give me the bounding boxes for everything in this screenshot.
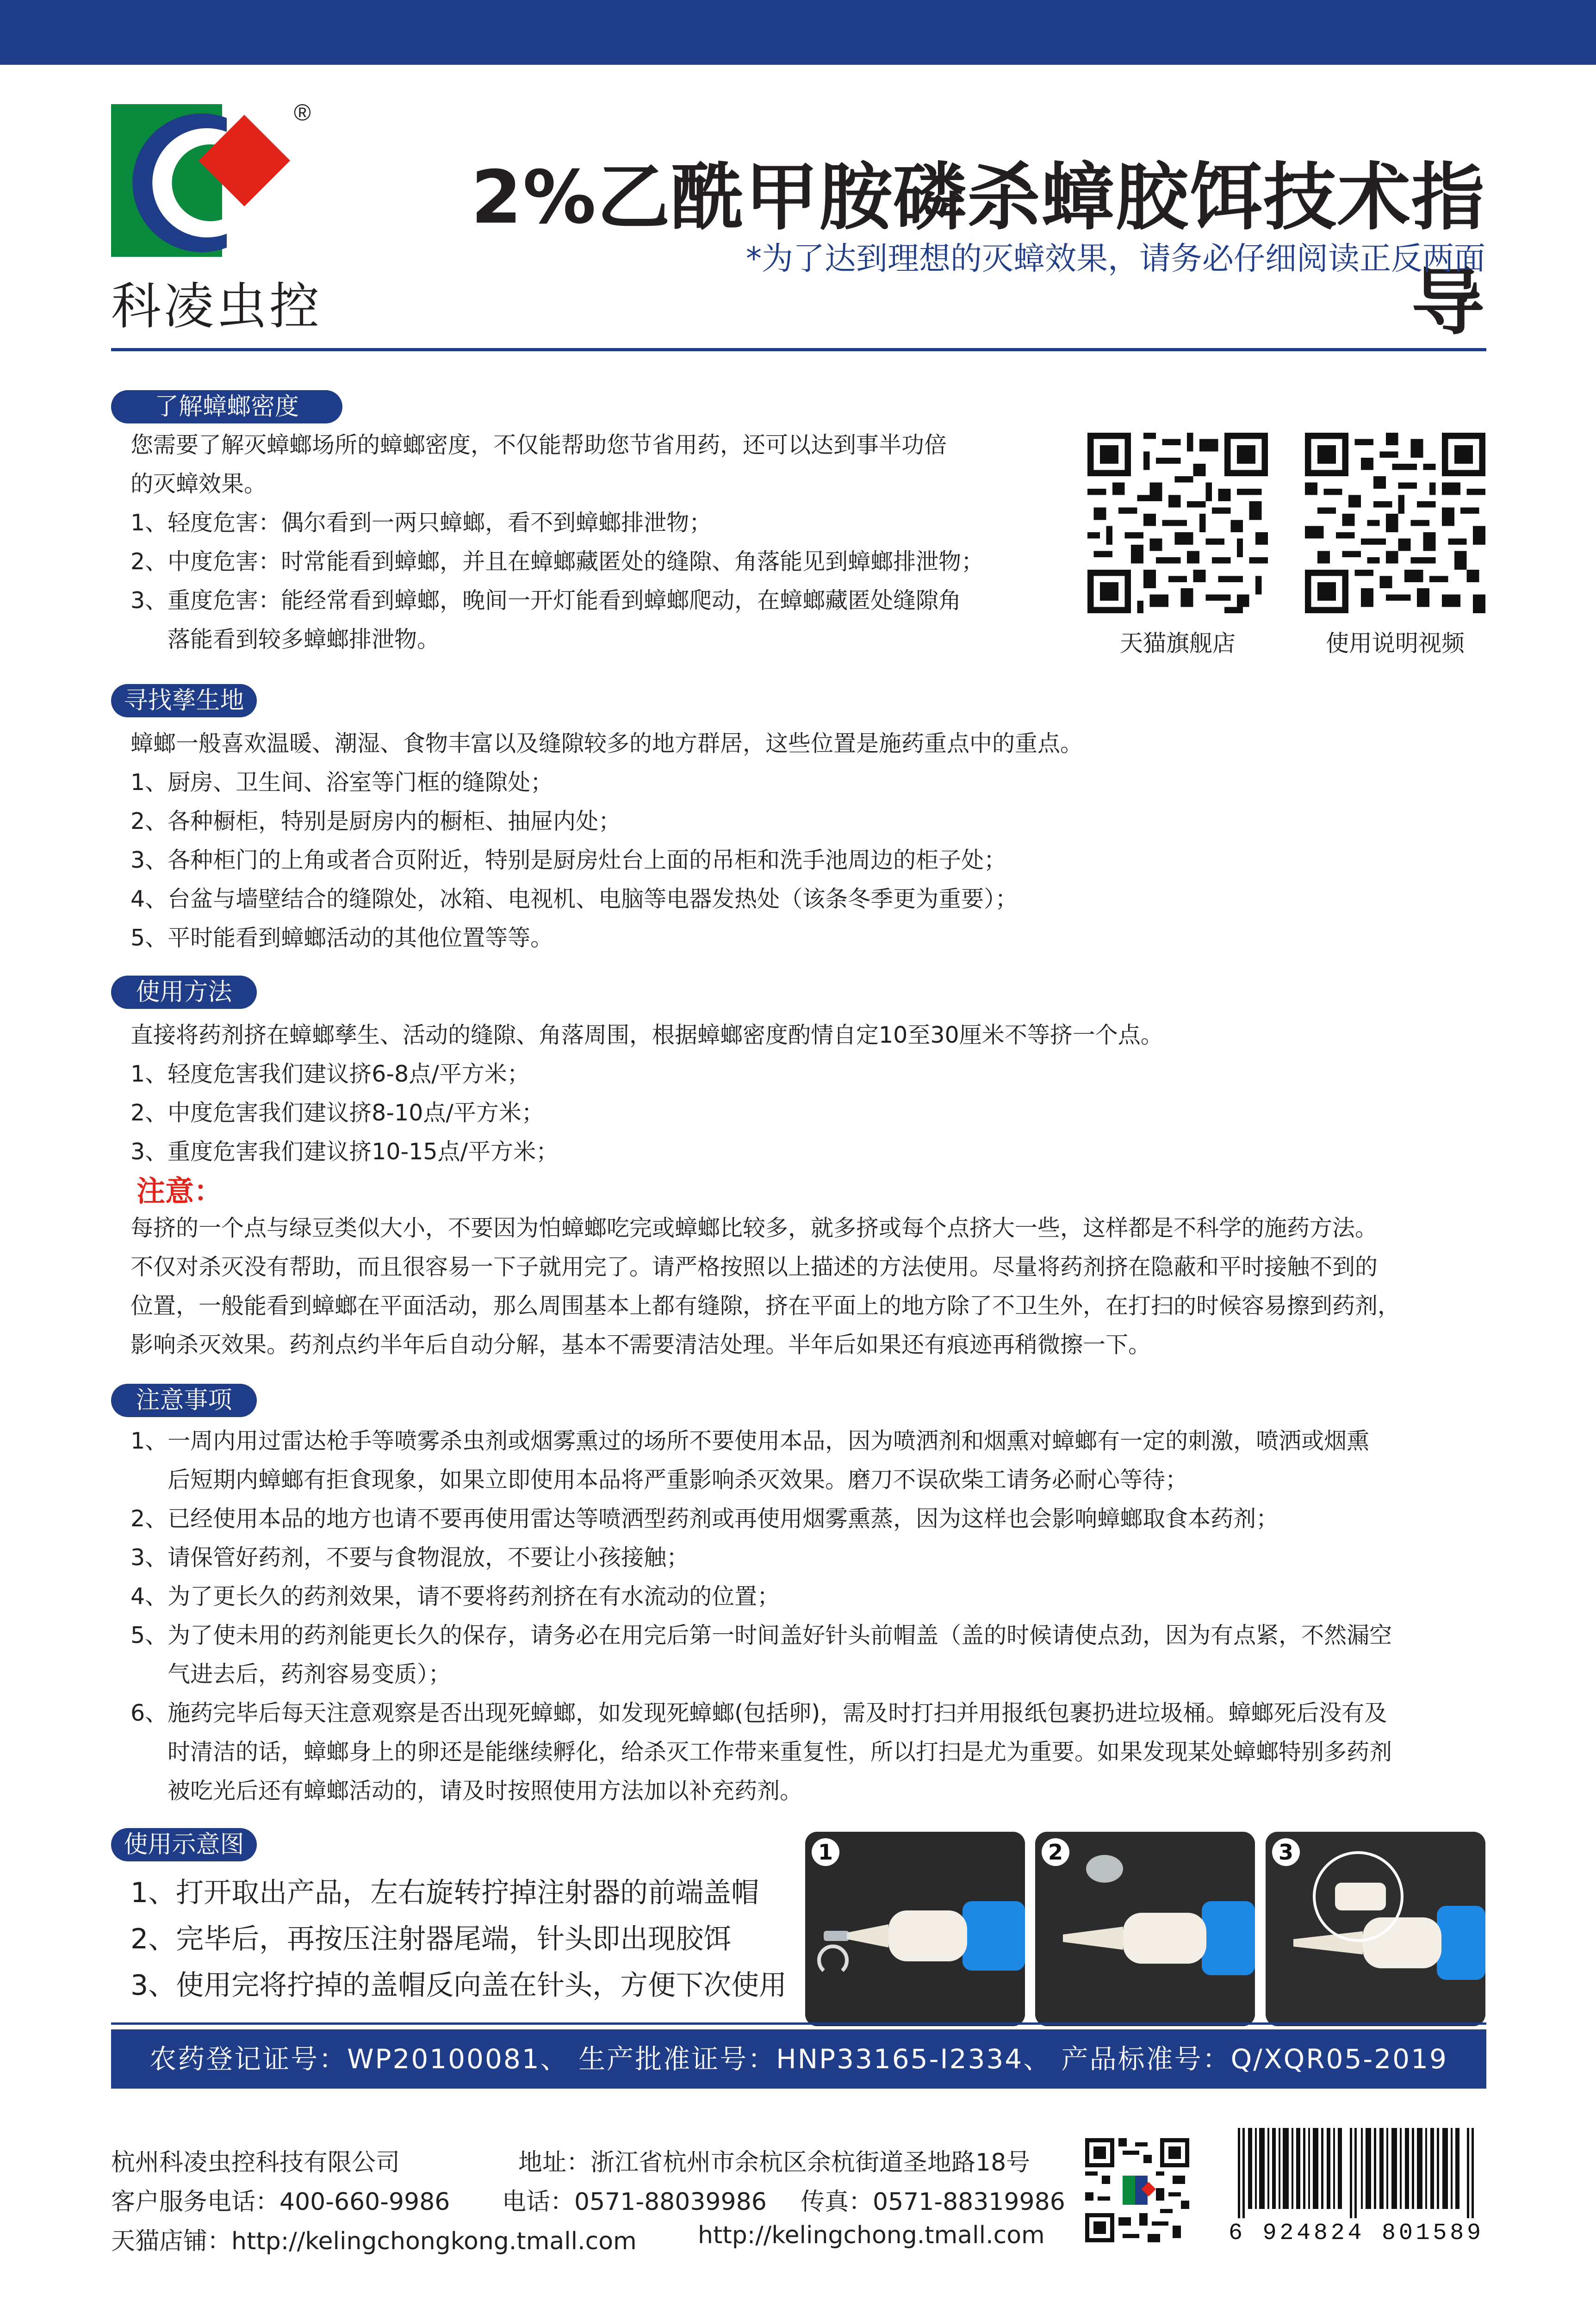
note-title: 注意： [137, 1174, 223, 1208]
text-line: 3、重度危害我们建议挤10-15点/平方米； [130, 1138, 559, 1165]
syringe-press-icon [1035, 1832, 1255, 2026]
density-text [130, 426, 984, 659]
service-phone: 客户服务电话：400-660-9986 [111, 2188, 450, 2216]
phone: 电话：0571-88039986 [502, 2188, 767, 2216]
text-line: 蟑螂一般喜欢温暖、潮湿、食物丰富以及缝隙较多的地方群居，这些位置是施药重点中的重点。 [130, 730, 1083, 757]
step-number-badge: 3 [1272, 1838, 1300, 1866]
step-photo-2 [1035, 1832, 1255, 2026]
syringe-cap-back-icon [1266, 1832, 1485, 2026]
text-line: 2、各种橱柜，特别是厨房内的橱柜、抽屉内处； [130, 808, 621, 834]
video-qr-code[interactable] [1305, 433, 1485, 613]
breeding-text [130, 724, 1083, 958]
section-label-density: 了解蟑螂密度 [111, 390, 342, 423]
text-line: 3、各种柜门的上角或者合页附近，特别是厨房灶台上面的吊柜和洗手池周边的柜子处； [130, 847, 1007, 873]
cautions-text [130, 1422, 1392, 1810]
step-item: 3、使用完将拧掉的盖帽反向盖在针头，方便下次使用 [130, 1969, 787, 2002]
syringe-cap-off-icon [805, 1832, 1025, 2026]
text-line: 1、一周内用过雷达枪手等喷雾杀虫剂或烟雾熏过的场所不要使用本品，因为喷洒剂和烟熏对蟑螂有一定的刺激，喷洒或烟熏 [130, 1428, 1370, 1454]
text-line: 6、施药完毕后每天注意观察是否出现死蟑螂，如发现死蟑螂(包括卵)，需及时打扫并用报纸包裹扔进垃圾桶。蟑螂死后没有及 [130, 1700, 1387, 1726]
section-label-breeding: 寻找孳生地 [111, 684, 257, 717]
text-line: 被吃光后还有蟑螂活动的，请及时按照使用方法加以补充药剂。 [168, 1778, 803, 1804]
step-number-badge: 1 [812, 1838, 839, 1866]
tmall-store-link[interactable]: 天猫店铺：http://kelingchongkong.tmall.com [111, 2227, 637, 2255]
page-title: 2%乙酰甲胺磷杀蟑胶饵技术指导 [471, 155, 1485, 345]
text-line: 影响杀灭效果。药剂点约半年后自动分解，基本不需要清洁处理。半年后如果还有痕迹再稍微擦一下。 [130, 1331, 1151, 1358]
step-photo-1 [805, 1832, 1025, 2026]
text-line: 不仅对杀灭没有帮助，而且很容易一下子就用完了。请严格按照以上描述的方法使用。尽量将药剂挤在隐蔽和平时接触不到的 [130, 1254, 1378, 1280]
text-line: 每挤的一个点与绿豆类似大小，不要因为怕蟑螂吃完或蟑螂比较多，就多挤或每个点挤大一些，这样都是不科学的施药方法。 [130, 1215, 1378, 1241]
barcode-icon [1229, 2128, 1488, 2244]
qr-caption-video: 使用说明视频 [1326, 630, 1465, 657]
note-text [130, 1209, 1400, 1364]
brand-logo-icon [111, 100, 315, 285]
step-item: 2、完毕后，再按压注射器尾端，针头即出现胶饵 [130, 1923, 732, 1955]
diagram-steps [130, 1870, 787, 2009]
step-item: 1、打开取出产品，左右旋转拧掉注射器的前端盖帽 [130, 1877, 759, 1909]
header-divider [111, 348, 1486, 351]
text-line: 落能看到较多蟑螂排泄物。 [168, 626, 440, 653]
text-line: 气进去后，药剂容易变质）； [168, 1661, 451, 1687]
svg-text:®: ® [294, 100, 311, 125]
section-label-usage: 使用方法 [111, 976, 257, 1009]
text-line: 时清洁的话，蟑螂身上的卵还是能继续孵化，给杀灭工作带来重复性，所以打扫是尤为重要。如果发现某处蟑螂特别多药剂 [168, 1739, 1392, 1765]
fax: 传真：0571-88319986 [801, 2188, 1065, 2216]
footer-qr-code[interactable] [1085, 2138, 1189, 2242]
step-photo-3 [1266, 1832, 1485, 2026]
section-label-diagram: 使用示意图 [111, 1828, 257, 1861]
text-line: 1、轻度危害我们建议挤6-8点/平方米； [130, 1061, 530, 1087]
company-address: 地址：浙江省杭州市余杭区余杭街道圣地路18号 [518, 2149, 1031, 2177]
text-line: 5、平时能看到蟑螂活动的其他位置等等。 [130, 925, 553, 951]
step-number-badge: 2 [1042, 1838, 1069, 1866]
registration-divider [111, 2022, 1486, 2025]
brand-name: 科凌虫控 [111, 278, 323, 336]
text-line: 3、请保管好药剂，不要与食物混放，不要让小孩接触； [130, 1544, 689, 1571]
text-line: 1、轻度危害：偶尔看到一两只蟑螂，看不到蟑螂排泄物； [130, 510, 712, 536]
text-line: 4、台盆与墙壁结合的缝隙处，冰箱、电视机、电脑等电器发热处（该条冬季更为重要）； [130, 886, 1018, 912]
svg-text:6 924824 801589: 6 924824 801589 [1229, 2220, 1481, 2244]
text-line: 位置，一般能看到蟑螂在平面活动，那么周围基本上都有缝隙，挤在平面上的地方除了不卫生外，在打扫的时候容易擦到药剂， [130, 1293, 1401, 1319]
text-line: 1、厨房、卫生间、浴室等门框的缝隙处； [130, 769, 553, 796]
registration-bar: 农药登记证号：WP20100081、 生产批准证号：HNP33165-I2334、 产品标准号：Q/XQR05-2019 [111, 2029, 1486, 2089]
page-subtitle: *为了达到理想的灭蟑效果，请务必仔细阅读正反两面 [745, 241, 1485, 277]
text-line: 您需要了解灭蟑螂场所的蟑螂密度，不仅能帮助您节省用药，还可以达到事半功倍 [130, 432, 947, 458]
text-line: 2、中度危害：时常能看到蟑螂，并且在蟑螂藏匿处的缝隙、角落能见到蟑螂排泄物； [130, 548, 984, 575]
top-color-bar [0, 0, 1596, 65]
usage-text [130, 1016, 1163, 1171]
section-label-cautions: 注意事项 [111, 1384, 257, 1417]
text-line: 直接将药剂挤在蟑螂孳生、活动的缝隙、角落周围，根据蟑螂密度酌情自定10至30厘米不等挤一个点。 [130, 1022, 1163, 1048]
text-line: 2、中度危害我们建议挤8-10点/平方米； [130, 1100, 544, 1126]
company-name: 杭州科凌虫控科技有限公司 [111, 2149, 400, 2177]
text-line: 3、重度危害：能经常看到蟑螂，晚间一开灯能看到蟑螂爬动，在蟑螂藏匿处缝隙角 [130, 587, 962, 614]
tmall-qr-code[interactable] [1087, 433, 1268, 613]
text-line: 5、为了使未用的药剂能更长久的保存，请务必在用完后第一时间盖好针头前帽盖（盖的时候请使点劲，因为有点紧，不然漏空 [130, 1622, 1392, 1648]
text-line: 后短期内蟑螂有拒食现象，如果立即使用本品将严重影响杀灭效果。磨刀不误砍柴工请务必耐心等待； [168, 1467, 1188, 1493]
text-line: 4、为了更长久的药剂效果，请不要将药剂挤在有水流动的位置； [130, 1583, 780, 1610]
text-line: 的灭蟑效果。 [130, 471, 267, 497]
tmall-url-link[interactable]: http://kelingchong.tmall.com [698, 2221, 1045, 2249]
qr-caption-tmall: 天猫旗舰店 [1120, 630, 1236, 657]
text-line: 2、已经使用本品的地方也请不要再使用雷达等喷洒型药剂或再使用烟雾熏蒸，因为这样也会影响蟑螂取食本药剂； [130, 1505, 1279, 1532]
